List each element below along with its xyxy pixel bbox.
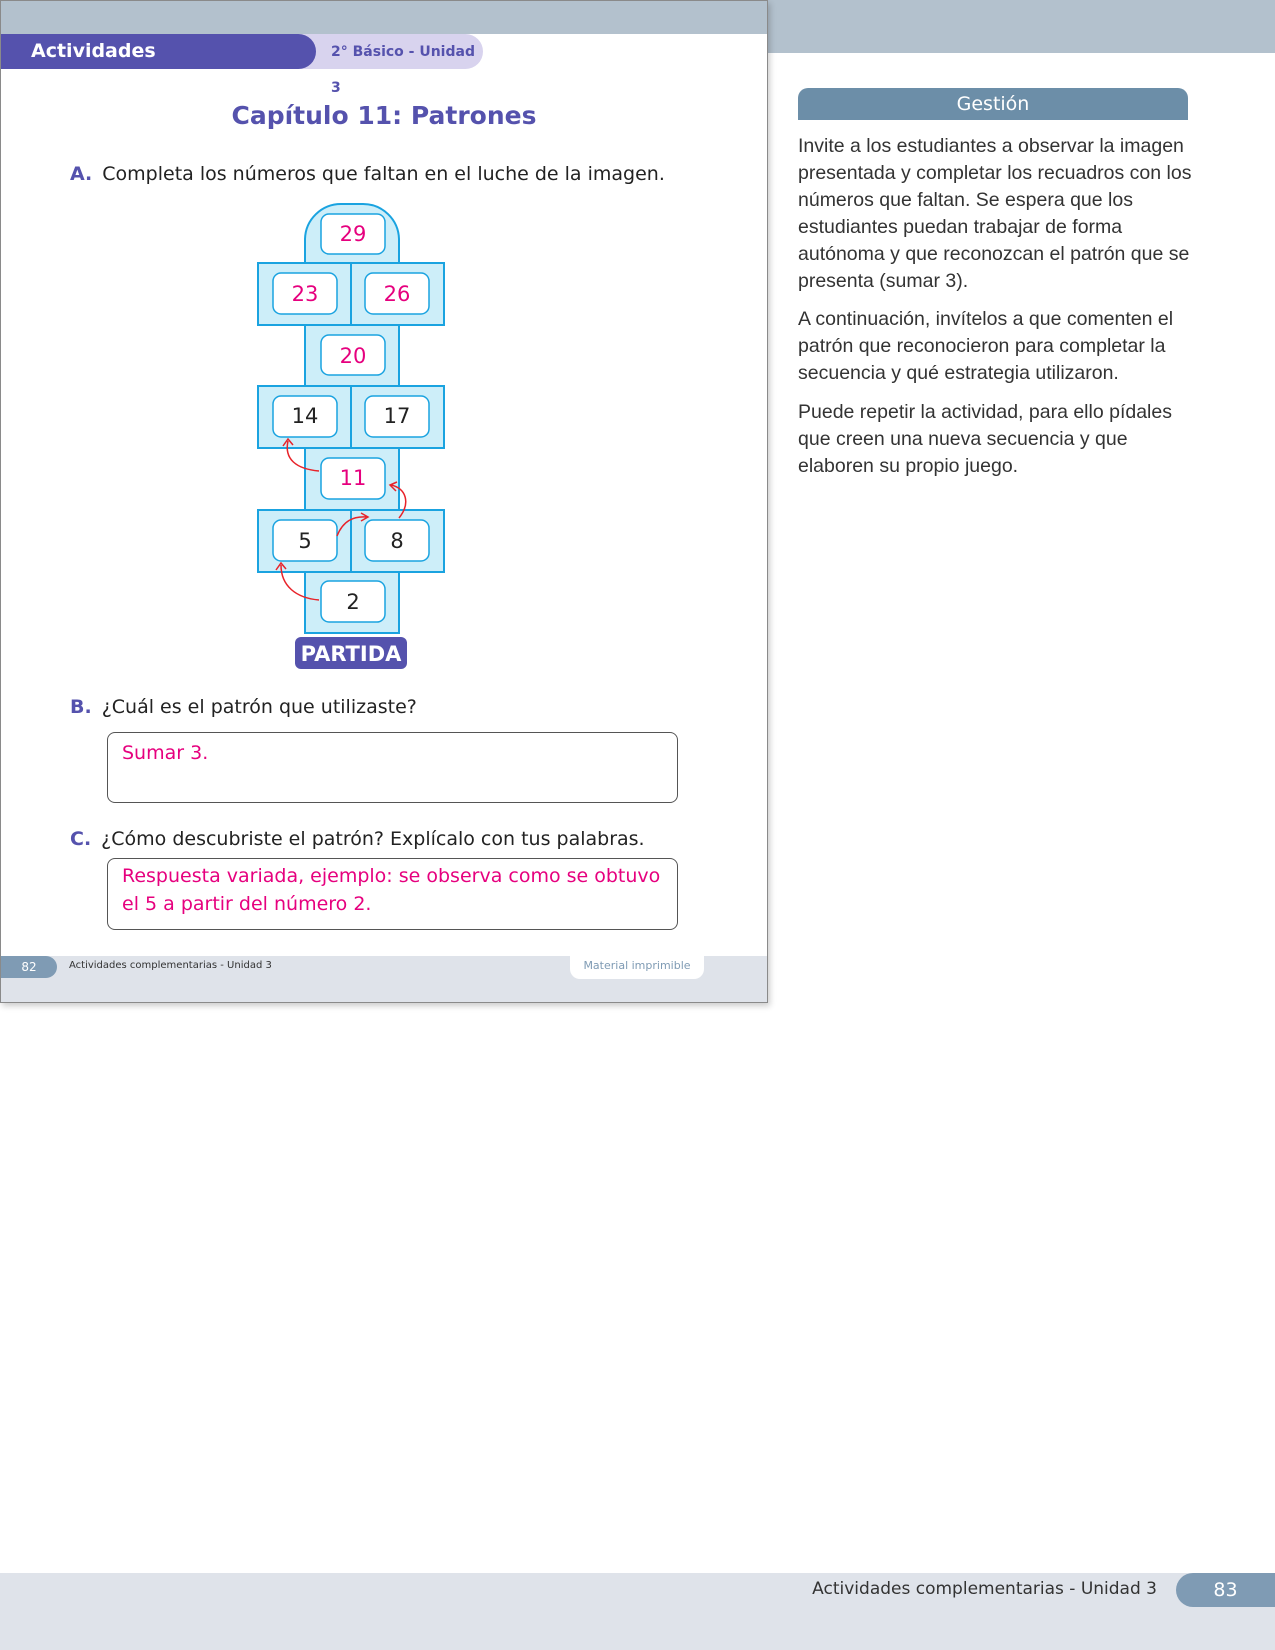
cell-11: 11 (339, 466, 367, 490)
footer-text: Actividades complementarias - Unidad 3 (69, 960, 272, 971)
section-pill: Actividades complementarias (1, 34, 316, 69)
cell-8: 8 (390, 529, 404, 553)
question-text: Completa los números que faltan en el luche de la imagen. (102, 163, 665, 185)
right-footer-text: Actividades complementarias - Unidad 3 (812, 1579, 1157, 1599)
right-page-number: 83 (1176, 1573, 1275, 1607)
cell-26: 26 (383, 282, 411, 306)
page-number: 82 (1, 956, 57, 978)
right-page-top-band (768, 0, 1275, 53)
printable-tab: Material imprimible (570, 956, 704, 979)
gestion-paragraph: Puede repetir la actividad, para ello pídales que creen una nueva secuencia y que elaboren su propio juego. (798, 401, 1172, 477)
cell-23: 23 (291, 282, 319, 306)
chapter-title: Capítulo 11: Patrones (231, 101, 537, 130)
grade-label: 2° Básico - Unidad 3 (331, 44, 475, 96)
question-text: ¿Cómo descubriste el patrón? Explícalo con tus palabras. (101, 828, 645, 850)
cell-20: 20 (339, 344, 367, 368)
question-b (70, 696, 417, 718)
cell-17: 17 (383, 404, 411, 428)
left-footer (1, 956, 767, 1003)
question-text: ¿Cuál es el patrón que utilizaste? (101, 696, 417, 718)
question-letter: A. (70, 163, 93, 185)
answer-box-b[interactable]: Sumar 3. (107, 732, 678, 803)
question-letter: B. (70, 696, 92, 718)
top-band (1, 1, 767, 34)
question-letter: C. (70, 828, 92, 850)
cell-2: 2 (346, 590, 360, 614)
start-label: PARTIDA (300, 642, 402, 666)
cell-5: 5 (298, 529, 312, 553)
cell-14: 14 (291, 404, 319, 428)
left-page (0, 0, 768, 1003)
question-c (70, 828, 645, 850)
gestion-paragraph: A continuación, invítelos a que comenten el patrón que reconocieron para completar la secuencia y qué estrategia utilizaron. (798, 308, 1174, 384)
cell-29: 29 (339, 222, 367, 246)
gestion-paragraph: Invite a los estudiantes a observar la imagen presentada y completar los recuadros con los números que faltan. Se espera que los estudiantes puedan trabajar de forma autónoma y que reconozcan el patrón que se presenta (sumar 3). (798, 135, 1192, 292)
gestion-heading: Gestión (798, 88, 1188, 120)
answer-box-c[interactable]: Respuesta variada, ejemplo: se observa como se obtuvo el 5 a partir del número 2. (107, 858, 678, 930)
hopscotch-diagram (251, 201, 451, 671)
question-a (70, 163, 665, 185)
